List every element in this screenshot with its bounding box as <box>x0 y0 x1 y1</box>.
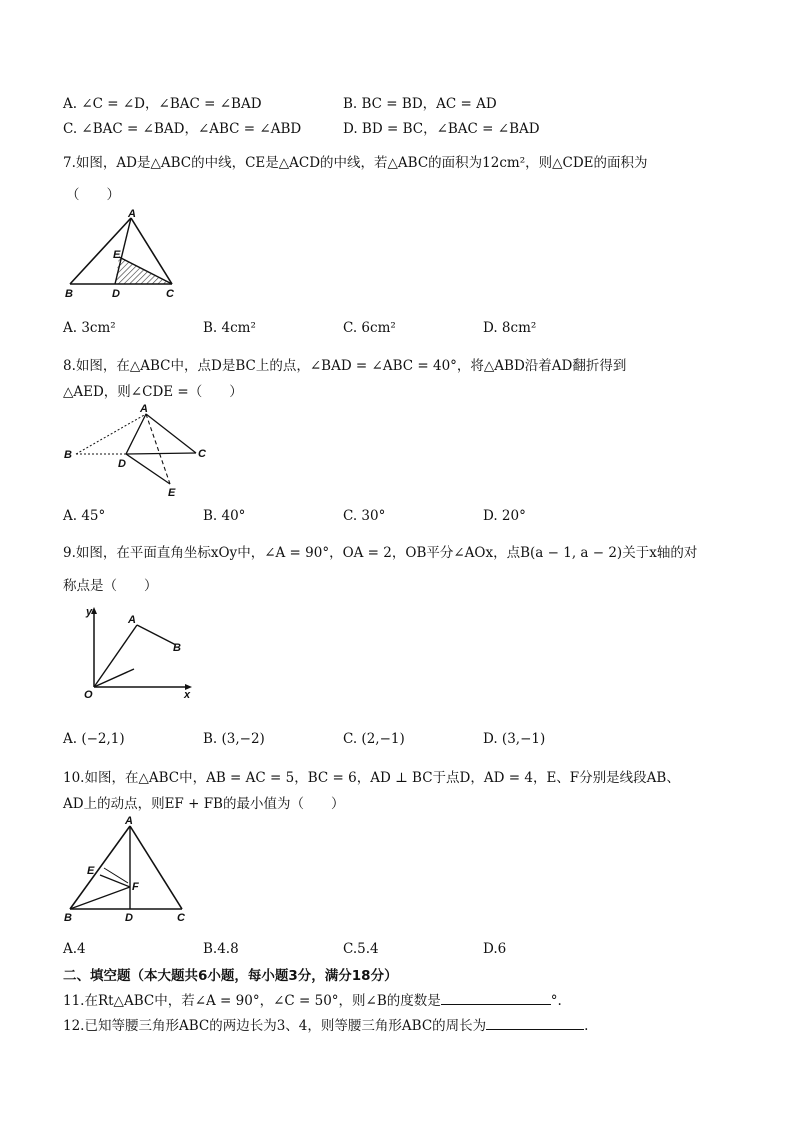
q10-option-a: A.4 <box>63 941 86 957</box>
q8-label-d: D <box>118 458 126 470</box>
q7-label-c: C <box>166 288 174 300</box>
q9-option-d: D. (3,−1) <box>483 731 546 747</box>
q11-line <box>63 989 562 1009</box>
q10-label-a: A <box>125 815 133 827</box>
q7-option-c: C. 6cm² <box>343 320 396 336</box>
q10-label-c: C <box>177 912 185 924</box>
q9-label-o: O <box>84 689 93 701</box>
q9-label-b: B <box>173 642 181 654</box>
q8-label-a: A <box>140 403 148 415</box>
q12-answer-blank[interactable] <box>486 1017 584 1030</box>
q10-option-d: D.6 <box>483 941 507 957</box>
q7-option-a: A. 3cm² <box>63 320 116 336</box>
q8-option-b: B. 40° <box>203 508 246 524</box>
q8-stem-line2: △AED，则∠CDE =（ ） <box>63 384 243 400</box>
q7-option-b: B. 4cm² <box>203 320 256 336</box>
q10-stem-line2: AD上的动点，则EF + FB的最小值为（ ） <box>63 796 345 812</box>
q12-line <box>63 1014 588 1034</box>
q8-option-d: D. 20° <box>483 508 526 524</box>
q12-stem: 12.已知等腰三角形ABC的两边长为3、4，则等腰三角形ABC的周长为 <box>63 1018 487 1034</box>
q9-stem-line1: 9.如图，在平面直角坐标xOy中，∠A = 90°，OA = 2，OB平分∠AOx，点B(a − 1, a − 2)关于x轴的对 <box>63 545 698 561</box>
q9-option-a: A. (−2,1) <box>63 731 125 747</box>
q9-label-x: x <box>184 689 191 701</box>
q10-label-b: B <box>64 912 72 924</box>
q11-stem: 11.在Rt△ABC中，若∠A = 90°，∠C = 50°，则∠B的度数是 <box>63 993 441 1009</box>
q8-label-b: B <box>64 449 72 461</box>
q9-label-a: A <box>128 614 136 626</box>
q10-label-d: D <box>125 912 133 924</box>
q8-label-e: E <box>168 487 176 499</box>
q7-label-b: B <box>65 288 73 300</box>
section-2-heading: 二、填空题（本大题共6小题，每小题3分，满分18分） <box>63 968 398 984</box>
q10-stem-line1: 10.如图，在△ABC中，AB = AC = 5，BC = 6，AD ⊥ BC于点D，AD = 4，E、F分别是线段AB、 <box>63 770 680 786</box>
q7-stem: 7.如图，AD是△ABC的中线，CE是△ACD的中线，若△ABC的面积为12cm²，则△CDE的面积为 <box>63 155 648 171</box>
q10-label-e: E <box>87 865 95 877</box>
q8-figure <box>58 400 218 500</box>
q7-figure <box>60 206 190 302</box>
q7-label-e: E <box>113 249 121 261</box>
q11-suffix: °. <box>550 993 562 1009</box>
q12-suffix: . <box>584 1018 589 1034</box>
q9-option-b: B. (3,−2) <box>203 731 265 747</box>
q6-option-a: A. ∠C = ∠D，∠BAC = ∠BAD <box>63 96 262 112</box>
q8-option-c: C. 30° <box>343 508 386 524</box>
q8-stem-line1: 8.如图，在△ABC中，点D是BC上的点，∠BAD = ∠ABC = 40°，将△ABD沿着AD翻折得到 <box>63 358 627 374</box>
q7-label-d: D <box>112 288 120 300</box>
q8-label-c: C <box>198 448 206 460</box>
q9-stem-line2: 称点是（ ） <box>63 578 158 594</box>
q7-option-d: D. 8cm² <box>483 320 537 336</box>
q6-option-c: C. ∠BAC = ∠BAD，∠ABC = ∠ABD <box>63 121 302 137</box>
q7-paren: （ ） <box>66 187 120 203</box>
q9-option-c: C. (2,−1) <box>343 731 405 747</box>
q11-answer-blank[interactable] <box>441 992 551 1005</box>
q7-label-a: A <box>128 208 136 220</box>
q9-figure <box>76 603 201 703</box>
q6-option-b: B. BC = BD，AC = AD <box>343 96 497 112</box>
q10-figure <box>60 812 195 924</box>
q10-option-b: B.4.8 <box>203 941 239 957</box>
q7-shaded-region <box>115 257 170 284</box>
q9-label-y: y <box>86 606 93 618</box>
q10-label-f: F <box>132 881 139 893</box>
q8-option-a: A. 45° <box>63 508 106 524</box>
q6-option-d: D. BD = BC，∠BAC = ∠BAD <box>343 121 540 137</box>
q10-option-c: C.5.4 <box>343 941 379 957</box>
